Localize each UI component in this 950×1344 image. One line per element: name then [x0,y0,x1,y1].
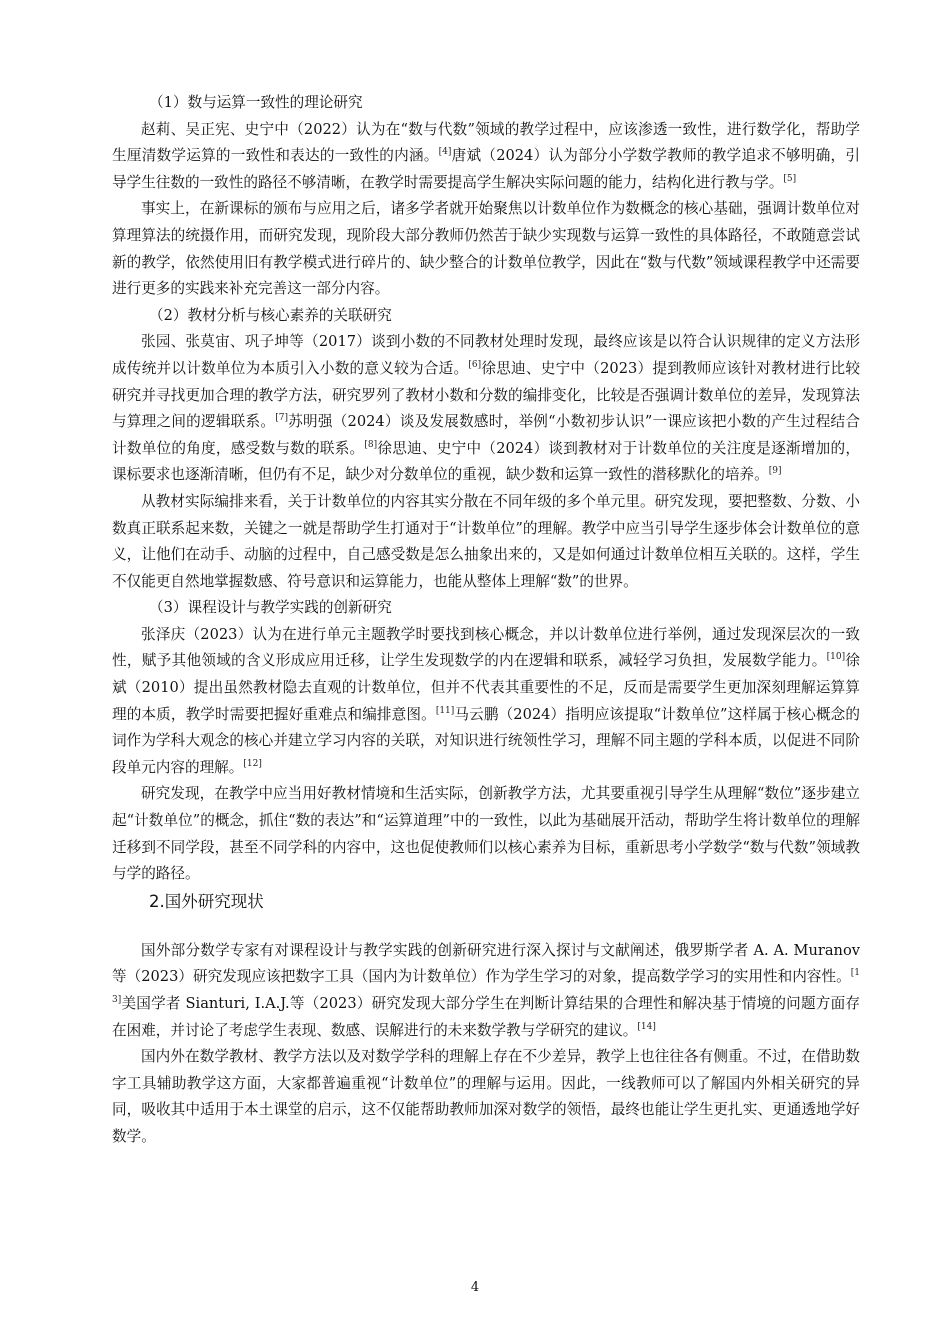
paragraph [112,622,860,782]
paragraph-text: 赵莉、吴正宪、史宁中（2022）认为在“数与代数”领域的教学过程中，应该渗透一致性，进行数学化，帮助学生厘清数学运算的一致性和表达的一致性的内涵。 [112,120,860,165]
citation-marker: [10] [826,652,846,663]
citation-marker: [8] [364,439,378,450]
citation-marker: [7] [275,413,288,424]
paragraph: 国内外在数学教材、教学方法以及对数学学科的理解上存在不少差异，教学上也往往各有侧重。不过，在借助数字工具辅助教学这方面，大家都普遍重视“计数单位”的理解与运用。因此，一线教师可以了解国内外相关研究的异同，吸收其中适用于本土课堂的启示，这不仅能帮助教师加深对数学的领悟，最终也能让学生更扎实、更通透地学好数学。 [112,1048,860,1145]
citation-marker: [13] [112,968,860,1006]
paragraph: 事实上，在新课标的颁布与应用之后，诸多学者就开始聚焦以计数单位作为数概念的核心基础，强调计数单位对算理算法的统摄作用，而研究发现，现阶段大部分教师仍然苦于缺少实现数与运算一致性的具体路径，不敢随意尝试新的教学，依然使用旧有教学模式进行碎片的、缺少整合的计数单位教学，因此在“数与代数”领域课程教学中还需要进行更多的实践来补充完善这一部分内容。 [112,200,860,298]
paragraph-text: 唐斌（2024）认为部分小学数学教师的教学追求不够明确，引导学生往数的一致性的路径不够清晰，在教学时需要提高学生解决实际问题的能力，结构化进行教与学。 [112,147,860,191]
paragraph: 从教材实际编排来看，关于计数单位的内容其实分散在不同年级的多个单元里。研究发现，要把整数、分数、小数真正联系起来数，关键之一就是帮助学生打通对于“计数单位”的理解。教学中应当引导学生逐步体会计数单位的意义，让他们在动手、动脑的过程中，自己感受数是怎么抽象出来的，又是如何通过计数单位相互关联的。这样，学生不仅能更自然地掌握数感、符号意识和运算能力，也能从整体上理解“数”的世界。 [112,492,860,590]
page-body [112,90,860,1151]
paragraph-text: 国外部分数学专家有对课程设计与教学实践的创新研究进行深入探讨与文献阐述，俄罗斯学者 A. A. Muranov 等（2023）研究发现应该把数字工具（国内为计数单位）作为学生学习的对象，提高数学学习的实用性和内容性。 [112,941,860,986]
paragraph-text: 美国学者 Sianturi, I.A.J.等（2023）研究发现大部分学生在判断计算结果的合理性和解决基于情境的问题方面存在困难，并讨论了考虑学生表现、数感、误解进行的未来数学教与学研究的建议。 [112,995,860,1039]
paragraph-text: 张泽庆（2023）认为在进行单元主题教学时要找到核心概念，并以计数单位进行举例，通过发现深层次的一致性，赋予其他领域的含义形成应用迁移，让学生发现数学的内在逻辑和联系，减轻学习负担，发展数学能力。 [112,625,860,670]
subsection-heading-2: （2）教材分析与核心素养的关联研究 [149,306,392,324]
page-number: 4 [470,1280,480,1295]
paragraph-text: 徐斌（2010）提出虽然教材隐去直观的计数单位，但并不代表其重要性的不足，反而是需要学生更加深刻理解运算算理的本质，教学时需要把握好重难点和编排意图。 [112,652,860,723]
paragraph-text: 苏明强（2024）谈及发展数感时，举例“小数初步认识”一课应该把小数的产生过程结合计数单位的角度，感受数与数的联系。 [112,413,860,457]
citation-marker: [6] [468,360,482,371]
section-heading: 2.国外研究现状 [149,891,264,911]
citation-marker: [12] [243,758,262,769]
paragraph-text: 徐思迪、史宁中（2023）提到教师应该针对教材进行比较研究并寻找更加合理的教学方法，研究罗列了教材小数和分数的编排变化，比较是否强调计数单位的差异，发现算法与算理之间的逻辑联系。 [112,359,860,431]
paragraph [112,329,860,489]
paragraph [112,117,860,197]
subsection-heading-3: （3）课程设计与教学实践的创新研究 [149,599,392,617]
paragraph: 研究发现，在教学中应当用好教材情境和生活实际，创新教学方法，尤其要重视引导学生从理解“数位”逐步建立起“计数单位”的概念，抓住“数的表达”和“运算道理”中的一致性，以此为基础展开活动，帮助学生将计数单位的理解迁移到不同学段，甚至不同学科的内容中，这也促使教师们以核心素养为目标，重新思考小学数学“数与代数”领域教与学的路径。 [112,785,860,883]
citation-marker: [4] [438,147,452,158]
spacer [112,916,860,938]
paragraph [112,938,860,1044]
paragraph-text: 徐思迪、史宁中（2024）谈到教材对于计数单位的关注度是逐渐增加的，课标要求也逐渐清晰，但仍有不足，缺少对分数单位的重视，缺少数和运算一致性的潜移默化的培养。 [112,439,860,484]
citation-marker: [9] [768,466,782,477]
citation-marker: [14] [637,1021,656,1032]
subsection-heading-1: （1）数与运算一致性的理论研究 [149,94,363,111]
paragraph-text: 张园、张莫宙、巩子坤等（2017）谈到小数的不同教材处理时发现，最终应该是以符合认识规律的定义方法形成传统并以计数单位为本质引入小数的意义较为合适。 [112,333,860,377]
citation-marker: [11] [435,705,455,716]
citation-marker: [5] [783,173,797,184]
paragraph-text: 马云鹏（2024）指明应该提取“计数单位”这样属于核心概念的词作为学科大观念的核心并建立学习内容的关联，对知识进行统领性学习，理解不同主题的学科本质，以促进不同阶段单元内容的理解。 [112,705,860,776]
